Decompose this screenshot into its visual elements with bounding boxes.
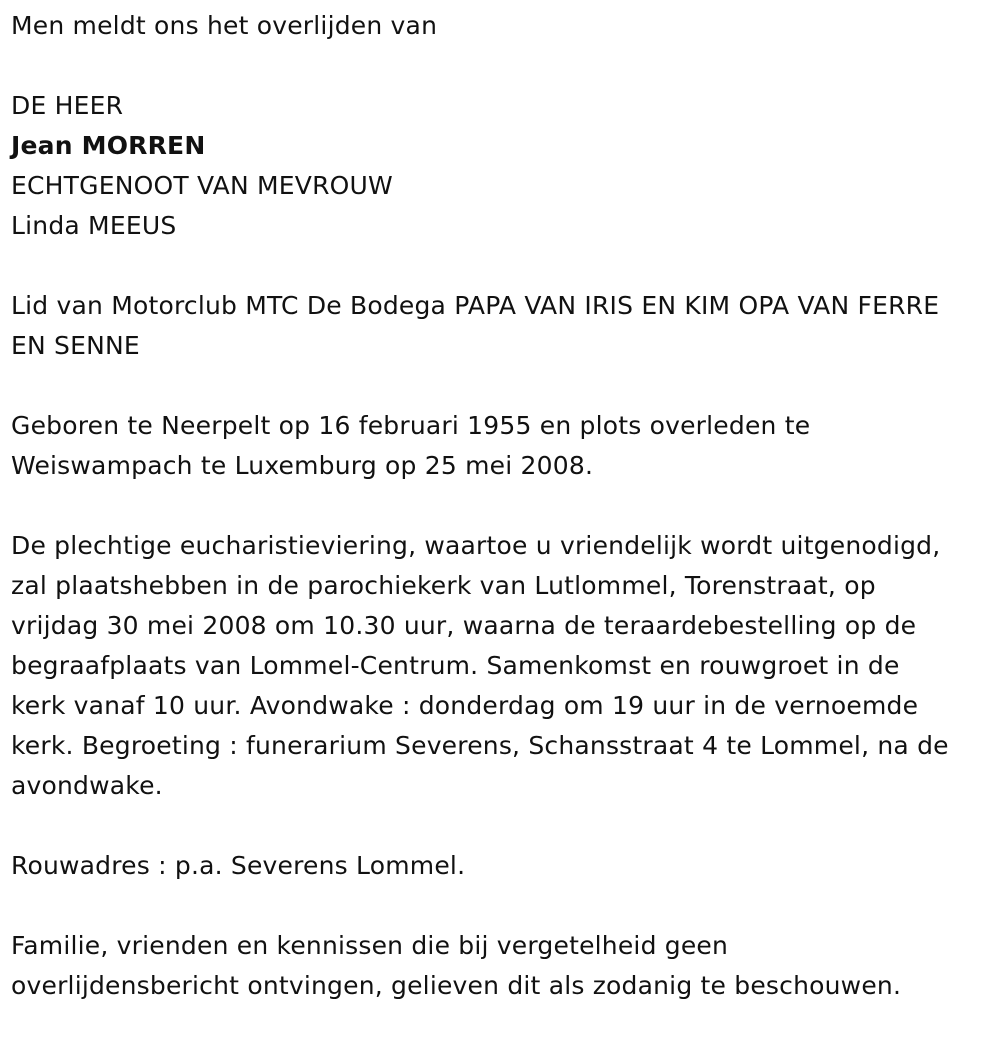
spacer	[11, 486, 993, 526]
ceremony-line: begraafplaats van Lommel-Centrum. Samenkomst en rouwgroet in de	[11, 651, 900, 680]
ceremony-line: kerk. Begroeting : funerarium Severens, Schansstraat 4 te Lommel, na de	[11, 731, 949, 760]
spouse-label: ECHTGENOOT VAN MEVROUW	[11, 171, 393, 200]
ceremony-line: avondwake.	[11, 771, 163, 800]
closing-line: overlijdensbericht ontvingen, gelieven dit als zodanig te beschouwen.	[11, 971, 902, 1000]
spacer	[11, 806, 993, 846]
spacer	[11, 246, 993, 286]
ceremony-line: vrijdag 30 mei 2008 om 10.30 uur, waarna de teraardebestelling op de	[11, 611, 917, 640]
deceased-title: DE HEER	[11, 91, 124, 120]
birth-death-line: Geboren te Neerpelt op 16 februari 1955 en plots overleden te	[11, 411, 811, 440]
ceremony-line: kerk vanaf 10 uur. Avondwake : donderdag om 19 uur in de vernoemde	[11, 691, 919, 720]
membership-line: Lid van Motorclub MTC De Bodega PAPA VAN IRIS EN KIM OPA VAN FERRE	[11, 291, 940, 320]
spacer	[11, 46, 993, 86]
ceremony-line: De plechtige eucharistieviering, waartoe u vriendelijk wordt uitgenodigd,	[11, 531, 941, 560]
deceased-name: Jean MORREN	[11, 131, 206, 160]
birth-death-line: Weiswampach te Luxemburg op 25 mei 2008.	[11, 451, 594, 480]
intro-text: Men meldt ons het overlijden van	[11, 11, 438, 40]
membership-line: EN SENNE	[11, 331, 140, 360]
spouse-name: Linda MEEUS	[11, 211, 177, 240]
spacer	[11, 366, 993, 406]
mourning-address: Rouwadres : p.a. Severens Lommel.	[11, 851, 466, 880]
closing-line: Familie, vrienden en kennissen die bij vergetelheid geen	[11, 931, 729, 960]
spacer	[11, 886, 993, 926]
ceremony-line: zal plaatshebben in de parochiekerk van Lutlommel, Torenstraat, op	[11, 571, 876, 600]
obituary-document	[11, 6, 993, 1006]
